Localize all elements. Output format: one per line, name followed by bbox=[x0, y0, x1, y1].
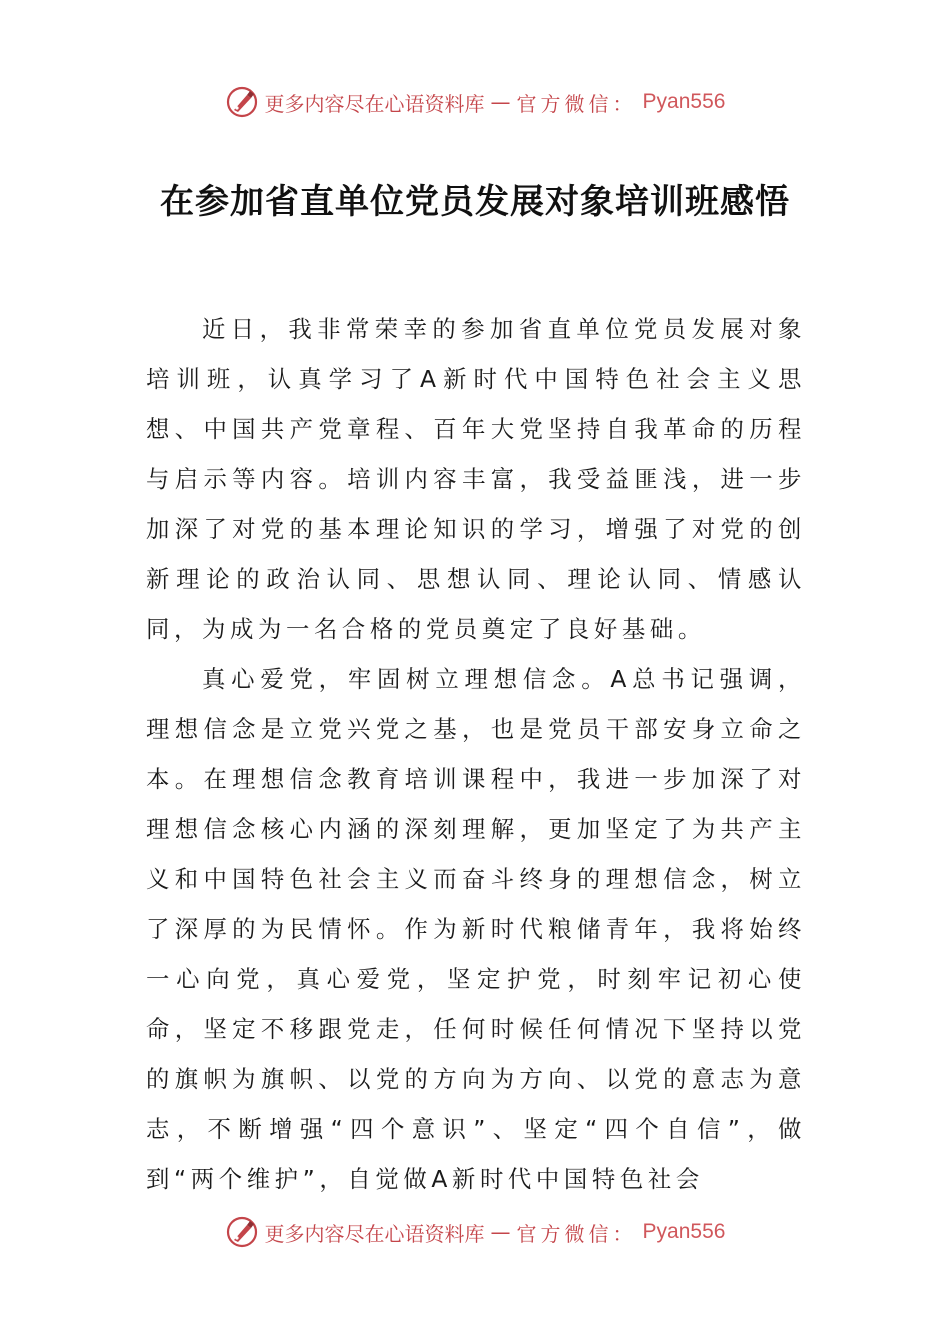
header-watermark-banner bbox=[0, 82, 950, 122]
footer-wechat-label: 官方微信： bbox=[516, 1221, 637, 1246]
header-dash: — bbox=[490, 90, 511, 114]
header-slogan: 更多内容尽在心语资料库 bbox=[264, 91, 485, 116]
header-wechat-id: Pyan556 bbox=[642, 90, 726, 113]
footer-wechat-id: Pyan556 bbox=[642, 1220, 726, 1243]
pen-nib-logo-icon bbox=[225, 1215, 259, 1249]
footer-slogan: 更多内容尽在心语资料库 bbox=[264, 1221, 485, 1246]
footer-dash: — bbox=[490, 1220, 511, 1244]
paragraph-1: 近日，我非常荣幸的参加省直单位党员发展对象培训班，认真学习了A新时代中国特色社会主义思想、中国共产党章程、百年大党坚持自我革命的历程与启示等内容。培训内容丰富，我受益匪浅，进一步加深了对党的基本理论知识的学习，增强了对党的创新理论的政治认同、思想认同、理论认同、情感认同，为成为一名合格的党员奠定了良好基础。 bbox=[146, 315, 806, 643]
document-title: 在参加省直单位党员发展对象培训班感悟 bbox=[160, 182, 790, 222]
paragraph-2: 真心爱党，牢固树立理想信念。A总书记强调，理想信念是立党兴党之基，也是党员干部安身立命之本。在理想信念教育培训课程中，我进一步加深了对理想信念核心内涵的深刻理解，更加坚定了为共产主义和中国特色社会主义而奋斗终身的理想信念，树立了深厚的为民情怀。作为新时代粮储青年，我将始终一心向党，真心爱党，坚定护党，时刻牢记初心使命，坚定不移跟党走，任何时候任何情况下坚持以党的旗帜为旗帜、以党的方向为方向、以党的意志为意志，不断增强“四个意识”、坚定“四个自信”，做到“两个维护”，自觉做A新时代中国特色社会 bbox=[146, 665, 806, 1193]
header-wechat-label: 官方微信： bbox=[516, 91, 637, 116]
footer-watermark-banner bbox=[0, 1212, 950, 1252]
document-body bbox=[146, 304, 806, 1204]
pen-nib-logo-icon bbox=[225, 85, 259, 119]
